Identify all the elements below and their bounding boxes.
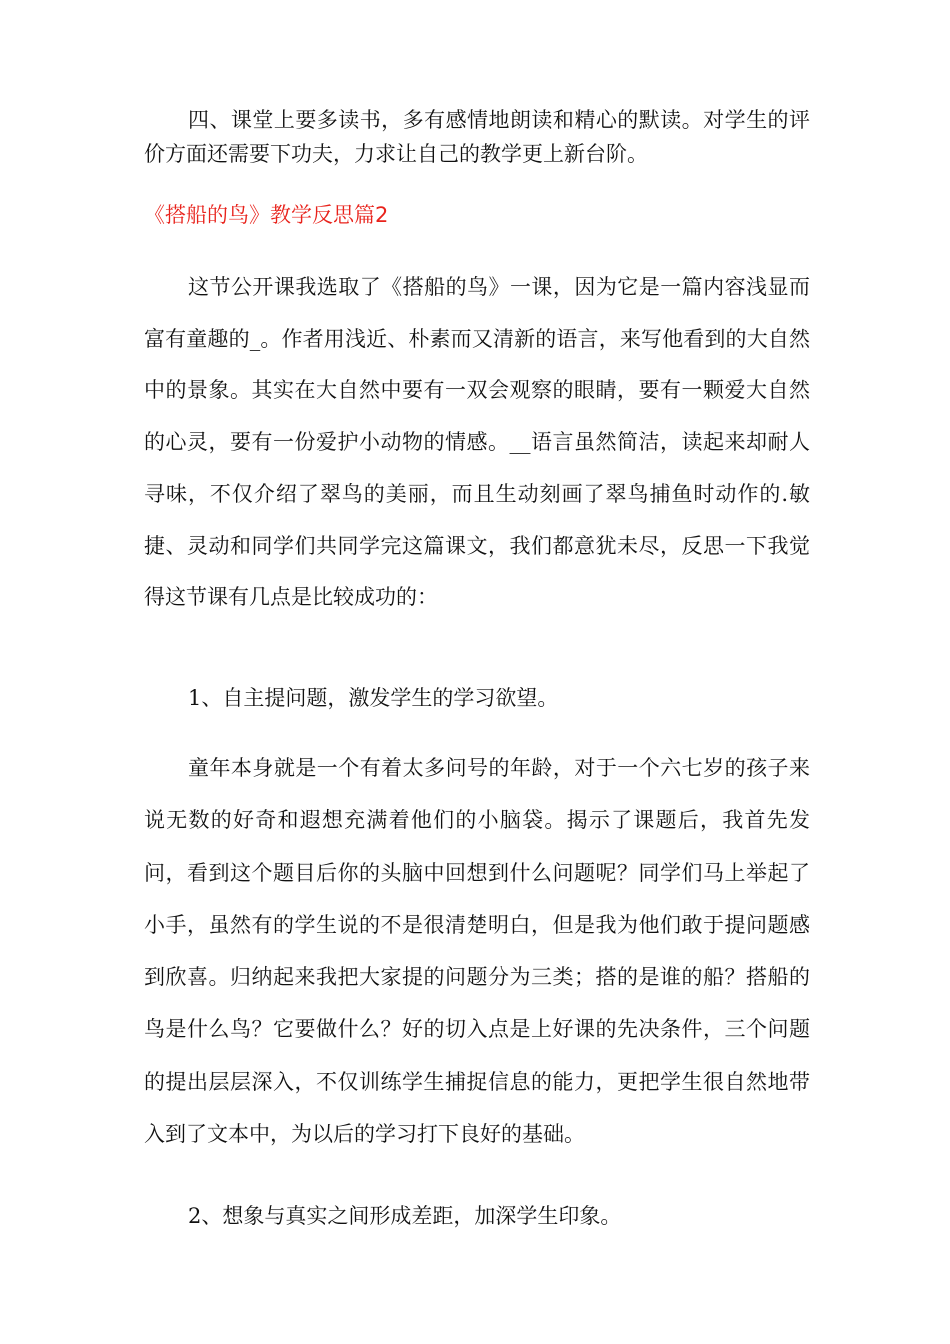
section-heading: 《搭船的鸟》教学反思篇2 <box>144 203 389 227</box>
body-paragraph-1: 这节公开课我选取了《搭船的鸟》一课，因为它是一篇内容浅显而富有童趣的_。作者用浅近、朴素而又清新的语言，来写他看到的大自然中的景象。其实在大自然中要有一双会观察的眼睛，要有一颗爱大自然的心灵，要有一份爱护小动物的情感。__语言虽然简洁，读起来却耐人寻味，不仅介绍了翠鸟的美丽，而且生动刻画了翠鸟捕鱼时动作的.敏捷、灵动和同学们共同学完这篇课文，我们都意犹未尽，反思一下我觉得这节课有几点是比较成功的： <box>144 275 810 610</box>
body-paragraph-2: 童年本身就是一个有着太多问号的年龄，对于一个六七岁的孩子来说无数的好奇和遐想充满着他们的小脑袋。揭示了课题后，我首先发问，看到这个题目后你的头脑中回想到什么问题呢？同学们马上举起了小手，虽然有的学生说的不是很清楚明白，但是我为他们敢于提问题感到欣喜。归纳起来我把大家提的问题分为三类；搭的是谁的船？搭船的鸟是什么鸟？它要做什么？好的切入点是上好课的先决条件，三个问题的提出层层深入，不仅训练学生捕捉信息的能力，更把学生很自然地带入到了文本中，为以后的学习打下良好的基础。 <box>144 756 810 1147</box>
point-1: 1、自主提问题，激发学生的学习欲望。 <box>188 686 559 710</box>
intro-paragraph: 四、课堂上要多读书，多有感情地朗读和精心的默读。对学生的评价方面还需要下功夫，力求让自己的教学更上新台阶。 <box>144 108 810 166</box>
point-2: 2、想象与真实之间形成差距，加深学生印象。 <box>188 1204 622 1228</box>
